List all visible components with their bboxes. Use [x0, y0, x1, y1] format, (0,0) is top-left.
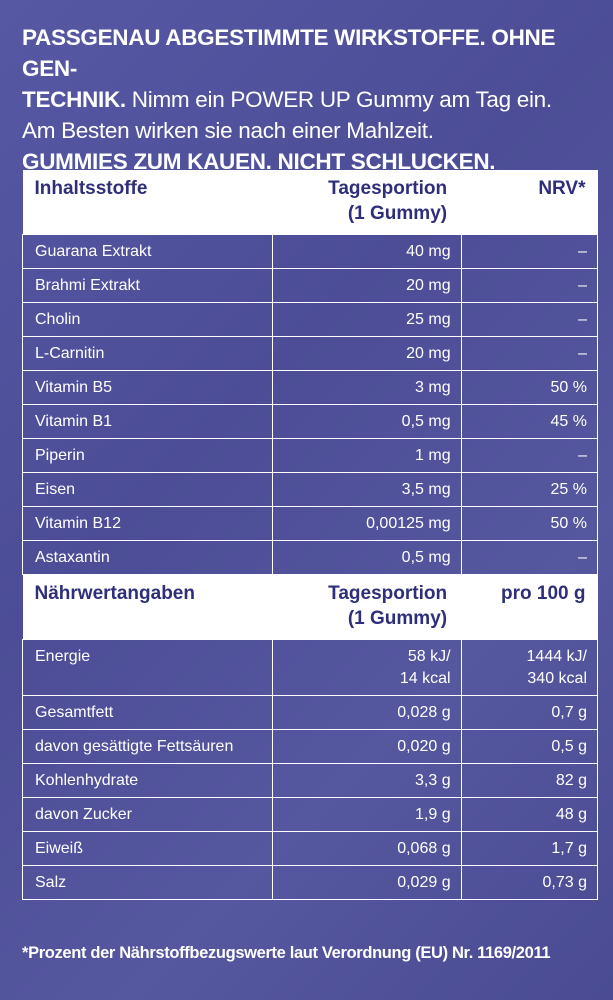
table-row [23, 832, 598, 866]
ingredients-header-row [23, 170, 598, 235]
table-row [23, 439, 598, 473]
intro-text [22, 22, 602, 177]
row-value: – [461, 235, 597, 269]
table-row [23, 798, 598, 832]
row-value: 0,5 g [461, 730, 597, 764]
row-daily: 20 mg [273, 337, 461, 371]
row-value: 0,73 g [461, 866, 597, 900]
row-value: 25 % [461, 473, 597, 507]
table-row [23, 405, 598, 439]
row-value: – [461, 439, 597, 473]
ingredients-header-daily: Tagesportion (1 Gummy) [328, 178, 448, 224]
row-daily: 0,028 g [273, 696, 461, 730]
table-row [23, 303, 598, 337]
row-name: Cholin [23, 303, 273, 337]
nutrition-body [23, 640, 598, 900]
table-row [23, 235, 598, 269]
row-daily: 3 mg [273, 371, 461, 405]
row-daily: 1 mg [273, 439, 461, 473]
row-daily: 3,3 g [273, 764, 461, 798]
table-row [23, 640, 598, 696]
row-value: – [461, 303, 597, 337]
ingredients-body [23, 235, 598, 575]
row-name: davon Zucker [23, 798, 273, 832]
table-row [23, 371, 598, 405]
row-name: Astaxantin [23, 541, 273, 575]
row-value: 45 % [461, 405, 597, 439]
row-name: Kohlenhydrate [23, 764, 273, 798]
row-daily: 58 kJ/ 14 kcal [273, 640, 461, 696]
row-name: Eiweiß [23, 832, 273, 866]
row-daily: 0,00125 mg [273, 507, 461, 541]
row-daily: 1,9 g [273, 798, 461, 832]
row-name: Vitamin B5 [23, 371, 273, 405]
table-row [23, 507, 598, 541]
row-daily: 20 mg [273, 269, 461, 303]
row-name: Salz [23, 866, 273, 900]
row-daily: 0,5 mg [273, 405, 461, 439]
row-daily: 0,020 g [273, 730, 461, 764]
table-row [23, 473, 598, 507]
row-value: – [461, 269, 597, 303]
row-name: Guarana Extrakt [23, 235, 273, 269]
table-row [23, 337, 598, 371]
row-value: 50 % [461, 507, 597, 541]
row-name: Energie [23, 640, 273, 696]
row-value: – [461, 337, 597, 371]
nutrition-header-name: Nährwertangaben [34, 583, 195, 604]
nutrition-header-daily: Tagesportion (1 Gummy) [328, 583, 448, 629]
row-name: Brahmi Extrakt [23, 269, 273, 303]
nutrition-table [22, 170, 598, 900]
table-row [23, 764, 598, 798]
row-value: 1444 kJ/ 340 kcal [461, 640, 597, 696]
footnote: *Prozent der Nährstoffbezugswerte laut Verordnung (EU) Nr. 1169/2011 [22, 944, 551, 962]
table-row [23, 269, 598, 303]
row-value: 0,7 g [461, 696, 597, 730]
row-daily: 25 mg [273, 303, 461, 337]
nutrition-header-per100: pro 100 g [501, 583, 586, 604]
row-name: Eisen [23, 473, 273, 507]
table-row [23, 730, 598, 764]
intro-line-4: GUMMIES ZUM KAUEN. NICHT SCHLUCKEN. [22, 149, 496, 174]
table-row [23, 866, 598, 900]
row-value: 48 g [461, 798, 597, 832]
ingredients-header-nrv: NRV* [538, 178, 586, 199]
row-value: 1,7 g [461, 832, 597, 866]
table-row [23, 541, 598, 575]
row-daily: 0,068 g [273, 832, 461, 866]
row-value: – [461, 541, 597, 575]
row-name: Vitamin B1 [23, 405, 273, 439]
row-name: Gesamtfett [23, 696, 273, 730]
row-value: 82 g [461, 764, 597, 798]
table-row [23, 696, 598, 730]
row-name: L-Carnitin [23, 337, 273, 371]
row-name: davon gesättigte Fettsäuren [23, 730, 273, 764]
intro-line-3: Am Besten wirken sie nach einer Mahlzeit. [22, 118, 434, 143]
row-name: Vitamin B12 [23, 507, 273, 541]
row-daily: 0,5 mg [273, 541, 461, 575]
row-name: Piperin [23, 439, 273, 473]
row-daily: 0,029 g [273, 866, 461, 900]
ingredients-header-name: Inhaltsstoffe [34, 178, 148, 199]
row-daily: 3,5 mg [273, 473, 461, 507]
intro-line-1: PASSGENAU ABGESTIMMTE WIRKSTOFFE. OHNE GEN- [22, 25, 556, 81]
row-daily: 40 mg [273, 235, 461, 269]
nutrition-header-row [23, 575, 598, 640]
row-value: 50 % [461, 371, 597, 405]
intro-line-2: TECHNIK. Nimm ein POWER UP Gummy am Tag ein. [22, 87, 552, 112]
